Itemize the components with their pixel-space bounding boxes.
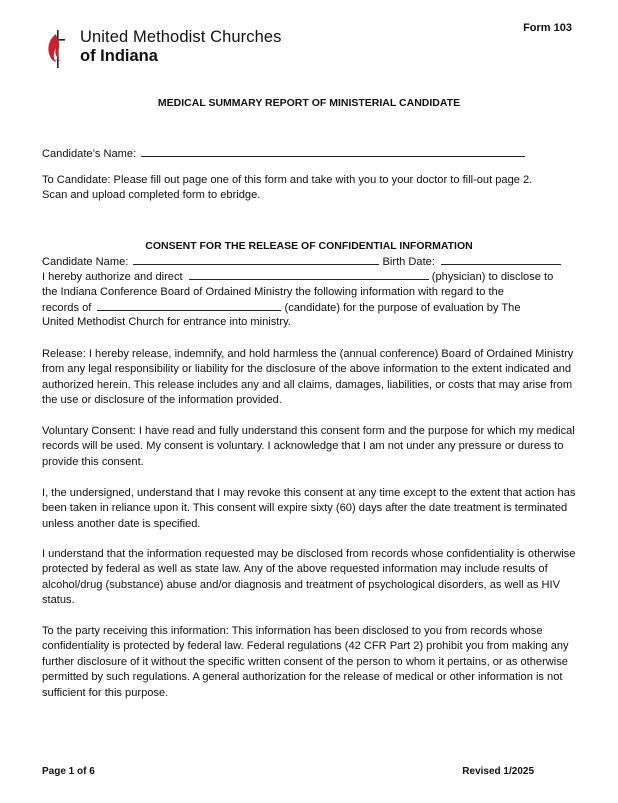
org-logo [44,28,282,70]
records-line2: United Methodist Church for entrance into ministry. [42,316,291,328]
org-name-line1: United Methodist Churches [80,28,282,46]
consent-name-label: Candidate Name: [42,256,129,268]
revision-date: Revised 1/2025 [462,766,534,777]
page-number: Page 1 of 6 [42,766,95,777]
receiving-party-paragraph: To the party receiving this information: This information has been disclosed to you from records whose confidentiality is protected by federal law. Federal regulations (42 CFR Part 2) prohibit you from making any further disclosure of it without the specific written consent of the person to whom it pertains, or as otherwise permitted by such regulations. A general authorization for the release of medical or other information is not sufficient for this purpose. [42,625,569,699]
cross-and-flame-icon [44,28,70,70]
consent-name-field[interactable] [133,254,379,265]
org-name-line2: of Indiana [80,47,158,65]
federal-law-paragraph: I understand that the information requested may be disclosed from records whose confidentiality is otherwise protected by federal as well as state law. Any of the above requested information may include results of alcohol/drug (substance) abuse and/or diagnosis and treatment of psychological disorders, as well as HIV status. [42,548,576,607]
authorize-line2: the Indiana Conference Board of Ordained Ministry the following information with regard to the [42,286,504,298]
consent-heading: CONSENT FOR THE RELEASE OF CONFIDENTIAL INFORMATION [145,240,473,252]
authorize-prefix: I hereby authorize and direct [42,271,183,283]
physician-field[interactable] [189,269,429,280]
records-prefix: records of [42,302,92,314]
candidate-name-field[interactable] [141,146,525,157]
release-paragraph: Release: I hereby release, indemnify, and hold harmless the (annual conference) Board of Ordained Ministry from any legal responsibility or liability for the disclosure of the above information to the extent indicated and authorized herein. This release includes any and all claims, damages, liabilities, or costs that may arise from the use or disclosure of the information provided. [42,348,574,407]
birth-date-field[interactable] [441,254,561,265]
instructions-line2: Scan and upload completed form to ebridge. [42,189,261,201]
revoke-paragraph: I, the undersigned, understand that I may revoke this consent at any time except to the extent that action has been taken in reliance upon it. This consent will expire sixty (60) days after the date treatment is terminated unless another date is specified. [42,487,576,530]
records-suffix: (candidate) for the purpose of evaluation by The [284,302,521,314]
records-row [42,300,602,316]
form-number: Form 103 [523,22,572,34]
authorize-suffix: (physician) to disclose to [431,271,554,283]
candidate-name-label: Candidate’s Name: [42,148,137,160]
page-title: MEDICAL SUMMARY REPORT OF MINISTERIAL CANDIDATE [157,97,461,109]
instructions-line1: To Candidate: Please fill out page one of this form and take with you to your doctor to fill-out page 2. [42,174,533,186]
voluntary-consent-paragraph: Voluntary Consent: I have read and fully understand this consent form and the purpose for which my medical records will be used. My consent is voluntary. I acknowledge that I am not under any pressure or duress to provide this consent. [42,425,575,468]
candidate-records-field[interactable] [97,300,281,311]
consent-name-row [42,254,582,270]
birth-date-label: Birth Date: [382,256,435,268]
candidate-name-row [42,146,525,162]
authorize-row [42,269,602,285]
